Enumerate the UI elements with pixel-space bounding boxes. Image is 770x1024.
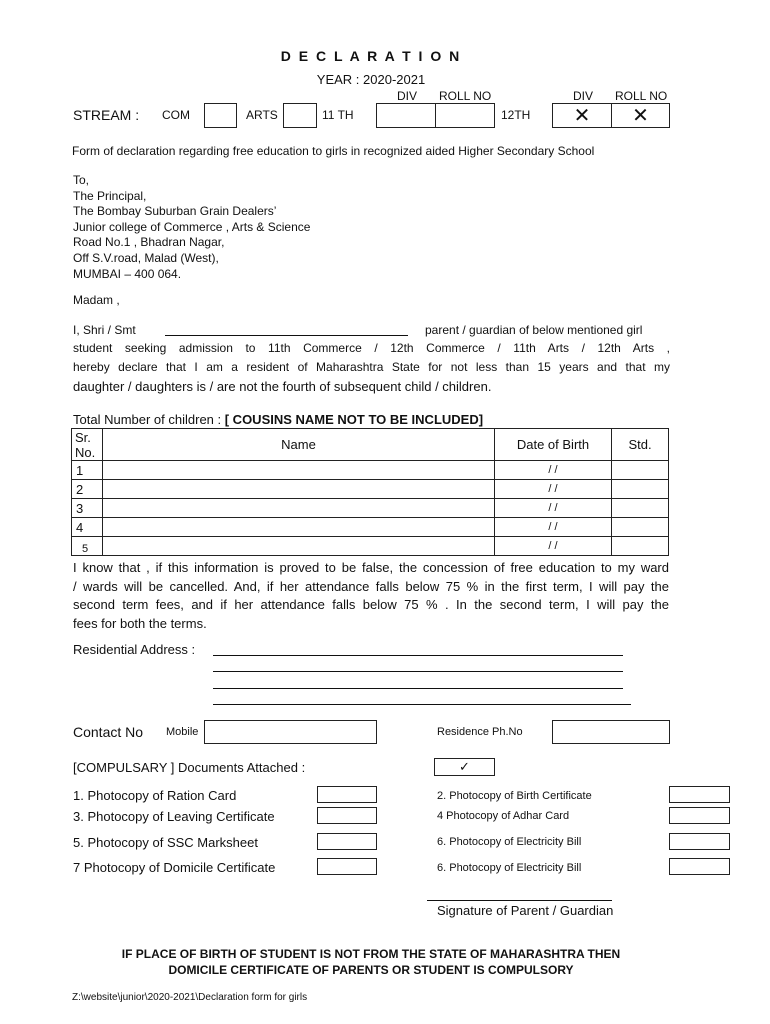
children-label-text: Total Number of children :	[73, 412, 225, 427]
com-label: COM	[162, 108, 190, 122]
salutation: Madam ,	[73, 293, 120, 307]
declaration-name-label: I, Shri / Smt	[73, 323, 136, 337]
declaration-line-3: hereby declare that I am a resident of Maharashtra State for not less than 15 years and that my	[73, 360, 670, 374]
birth-certificate-checkbox[interactable]	[669, 786, 730, 803]
contact-label: Contact No	[73, 724, 144, 740]
twelfth-roll-no-field[interactable]	[611, 103, 670, 128]
std-cell[interactable]	[612, 537, 669, 556]
table-header-row	[72, 429, 669, 461]
ration-card-checkbox[interactable]	[317, 786, 377, 803]
document-item-ration-card: 1. Photocopy of Ration Card	[73, 788, 237, 803]
documents-label: [COMPULSARY ] Documents Attached :	[73, 760, 306, 775]
sr-header-text: Sr.	[75, 429, 91, 445]
dob-cell[interactable]: / /	[495, 480, 612, 499]
no-header-text: No.	[75, 444, 96, 460]
twelfth-div-field[interactable]	[552, 103, 612, 128]
documents-check-box[interactable]	[434, 758, 495, 776]
adhar-card-checkbox[interactable]	[669, 807, 730, 824]
roll-no-header-11: ROLL NO	[439, 89, 492, 103]
domicile-note	[0, 947, 742, 978]
checkmark-icon: ✓	[459, 759, 470, 774]
document-item-ssc-marksheet: 5. Photocopy of SSC Marksheet	[73, 835, 258, 850]
std-header: Std.	[612, 429, 669, 461]
address-field-line-1[interactable]	[213, 655, 623, 656]
address-field-line-3[interactable]	[213, 688, 623, 689]
address-line: The Bombay Suburban Grain Dealers’	[73, 204, 277, 219]
eleventh-roll-no-field[interactable]	[435, 103, 495, 128]
eleventh-div-field[interactable]	[376, 103, 436, 128]
com-checkbox[interactable]	[204, 103, 237, 128]
signature-field-line[interactable]	[427, 900, 612, 901]
address-field-line-2[interactable]	[213, 671, 623, 672]
address-line: MUMBAI – 400 064.	[73, 266, 182, 281]
sr-cell: 3	[72, 499, 103, 518]
academic-year: YEAR : 2020-2021	[316, 72, 426, 87]
name-cell[interactable]	[103, 499, 495, 518]
sr-cell: 5	[72, 537, 103, 556]
children-label	[73, 412, 483, 427]
declaration-line-1b: parent / guardian of below mentioned girl	[425, 323, 643, 337]
name-header: Name	[103, 429, 495, 461]
electricity-bill-2-checkbox[interactable]	[669, 858, 730, 875]
residence-phone-label: Residence Ph.No	[437, 726, 523, 738]
table-row	[72, 537, 669, 556]
children-table	[71, 428, 669, 556]
dob-cell[interactable]: / /	[495, 461, 612, 480]
document-item-adhar-card: 4 Photocopy of Adhar Card	[437, 810, 570, 822]
sr-no-header	[72, 429, 103, 461]
stream-label: STREAM :	[73, 107, 140, 123]
domicile-note-line: IF PLACE OF BIRTH OF STUDENT IS NOT FROM THE STATE OF MAHARASHTRA THEN	[121, 947, 621, 961]
undertaking-line: second term fees, and if her attendance falls below 75 % . In the second term, I will pay the	[73, 597, 669, 612]
table-row	[72, 499, 669, 518]
footer-file-path: Z:\website\junior\2020-2021\Declaration form for girls	[72, 992, 308, 1003]
table-row	[72, 461, 669, 480]
address-line: Junior college of Commerce , Arts & Science	[73, 219, 311, 234]
address-block	[73, 173, 310, 282]
domicile-note-line: DOMICILE CERTIFICATE OF PARENTS OR STUDENT IS COMPULSORY	[168, 962, 574, 977]
sr-cell: 1	[72, 461, 103, 480]
residence-phone-input[interactable]	[552, 720, 670, 744]
undertaking-line: fees for both the terms.	[73, 615, 207, 631]
signature-label: Signature of Parent / Guardian	[437, 903, 614, 918]
std-cell[interactable]	[612, 499, 669, 518]
cousins-note: [ COUSINS NAME NOT TO BE INCLUDED]	[224, 412, 484, 427]
table-row	[72, 518, 669, 537]
arts-label: ARTS	[246, 108, 278, 122]
document-item-leaving-certificate: 3. Photocopy of Leaving Certificate	[73, 809, 275, 824]
address-line: Off S.V.road, Malad (West),	[73, 250, 219, 265]
address-line: To,	[73, 173, 90, 187]
domicile-certificate-checkbox[interactable]	[317, 858, 377, 875]
name-cell[interactable]	[103, 518, 495, 537]
twelfth-label: 12TH	[501, 108, 531, 122]
undertaking-line: / wards will be cancelled. And, if her attendance falls below 75 % in the first term, I will pay the	[73, 578, 669, 594]
eleventh-label: 11 TH	[322, 108, 354, 122]
x-mark-icon: ✕	[632, 105, 649, 127]
document-item-birth-certificate: 2. Photocopy of Birth Certificate	[437, 790, 592, 802]
parent-name-field[interactable]	[165, 335, 408, 336]
address-field-line-4[interactable]	[213, 704, 631, 705]
arts-checkbox[interactable]	[283, 103, 317, 128]
name-cell[interactable]	[103, 480, 495, 499]
electricity-bill-checkbox[interactable]	[669, 833, 730, 850]
dob-cell[interactable]: / /	[495, 518, 612, 537]
page-title: D E C L A R A T I O N	[280, 48, 462, 64]
address-line: Road No.1 , Bhadran Nagar,	[73, 235, 225, 250]
declaration-line-2: student seeking admission to 11th Commerce / 12th Commerce / 11th Arts / 12th Arts ,	[73, 341, 670, 355]
document-item-domicile-certificate: 7 Photocopy of Domicile Certificate	[73, 860, 276, 875]
div-header-11: DIV	[397, 89, 418, 103]
undertaking-paragraph	[73, 559, 669, 633]
sr-cell: 4	[72, 518, 103, 537]
mobile-label: Mobile	[166, 726, 199, 738]
undertaking-line: I know that , if this information is proved to be false, the concession of free education to my ward	[73, 560, 669, 575]
residential-address-label: Residential Address :	[73, 642, 196, 657]
dob-cell[interactable]: / /	[495, 537, 612, 556]
std-cell[interactable]	[612, 518, 669, 537]
document-item-electricity-bill: 6. Photocopy of Electricity Bill	[437, 836, 582, 848]
address-line: The Principal,	[73, 188, 147, 203]
sr-cell: 2	[72, 480, 103, 499]
name-cell[interactable]	[103, 461, 495, 480]
name-cell[interactable]	[103, 537, 495, 556]
mobile-input[interactable]	[204, 720, 377, 744]
dob-header: Date of Birth	[495, 429, 612, 461]
dob-cell[interactable]: / /	[495, 499, 612, 518]
form-subject: Form of declaration regarding free education to girls in recognized aided Higher Secondary School	[72, 144, 595, 158]
std-cell[interactable]	[612, 461, 669, 480]
std-cell[interactable]	[612, 480, 669, 499]
document-item-electricity-bill-2: 6. Photocopy of Electricity Bill	[437, 862, 582, 874]
ssc-marksheet-checkbox[interactable]	[317, 833, 377, 850]
leaving-certificate-checkbox[interactable]	[317, 807, 377, 824]
table-row	[72, 480, 669, 499]
div-header-12: DIV	[573, 89, 594, 103]
x-mark-icon: ✕	[573, 105, 591, 127]
roll-no-header-12: ROLL NO	[615, 89, 668, 103]
declaration-line-4: daughter / daughters is / are not the fourth of subsequent child / children.	[73, 379, 492, 394]
